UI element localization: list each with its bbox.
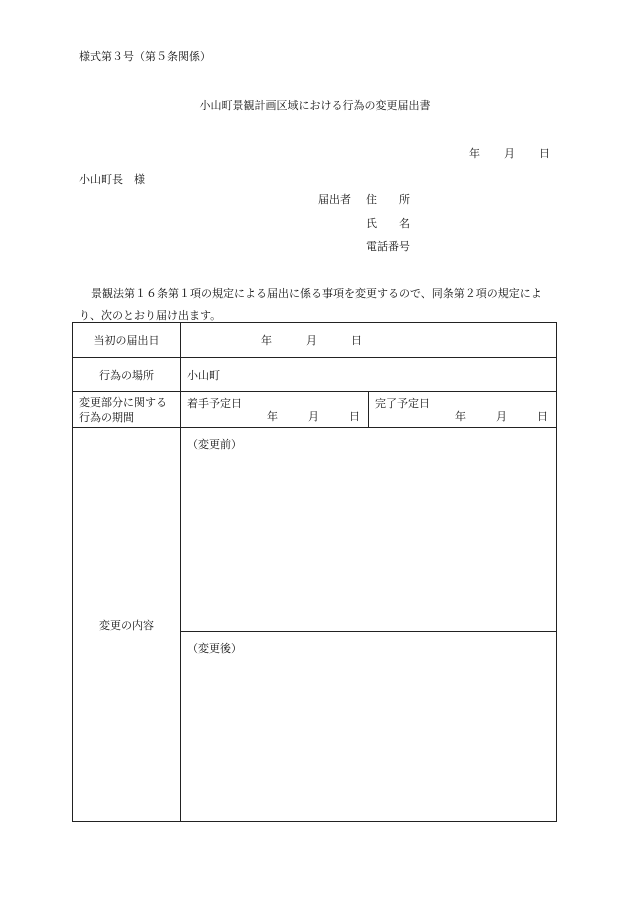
month-label: 月 [306, 334, 317, 347]
document-title: 小山町景観計画区域における行為の変更届出書 [199, 99, 431, 112]
month-label: 月 [308, 410, 319, 423]
table-row [73, 358, 557, 392]
phone-field-label: 電話番号 [366, 240, 410, 253]
location-value: 小山町 [187, 368, 220, 382]
year-label: 年 [469, 147, 480, 160]
change-form-table [72, 322, 557, 822]
end-date-field[interactable] [369, 392, 556, 427]
year-label: 年 [267, 410, 278, 423]
day-label: 日 [537, 410, 548, 423]
start-date-field[interactable] [181, 392, 369, 427]
location-field[interactable] [181, 358, 557, 392]
end-date-label: 完了予定日 [375, 397, 430, 410]
after-change-area[interactable] [181, 632, 556, 821]
notice-text: 景観法第１６条第１項の規定による届出に係る事項を変更するので、同条第２項の規定により、次のとおり届け出ます。 [79, 287, 542, 322]
period-label-line1: 変更部分に関する [79, 395, 167, 409]
start-date-label: 着手予定日 [187, 397, 242, 410]
before-change-area[interactable] [181, 428, 556, 632]
form-number: 様式第３号（第５条関係） [79, 50, 211, 63]
day-label: 日 [351, 334, 362, 347]
year-label: 年 [261, 334, 272, 347]
day-label: 日 [349, 410, 360, 423]
period-fields [181, 392, 557, 428]
changes-field [181, 428, 557, 822]
table-row [73, 428, 557, 822]
location-label: 行為の場所 [73, 358, 181, 392]
initial-date-label: 当初の届出日 [73, 323, 181, 358]
name-field-label: 氏 名 [366, 217, 410, 230]
month-label: 月 [504, 147, 515, 160]
day-label: 日 [539, 147, 550, 160]
changes-label: 変更の内容 [73, 428, 181, 822]
before-change-label: （変更前） [187, 438, 242, 451]
table-row [73, 323, 557, 358]
address-field-label: 住 所 [366, 193, 410, 206]
period-label-line2: 行為の期間 [79, 410, 134, 424]
initial-date-field[interactable] [181, 323, 557, 358]
period-label [73, 392, 181, 428]
month-label: 月 [496, 410, 507, 423]
after-change-label: （変更後） [187, 642, 242, 655]
table-row [73, 392, 557, 428]
submission-date[interactable] [469, 145, 550, 161]
applicant-label: 届出者 [318, 193, 351, 206]
year-label: 年 [455, 410, 466, 423]
addressee: 小山町長 様 [79, 173, 145, 186]
